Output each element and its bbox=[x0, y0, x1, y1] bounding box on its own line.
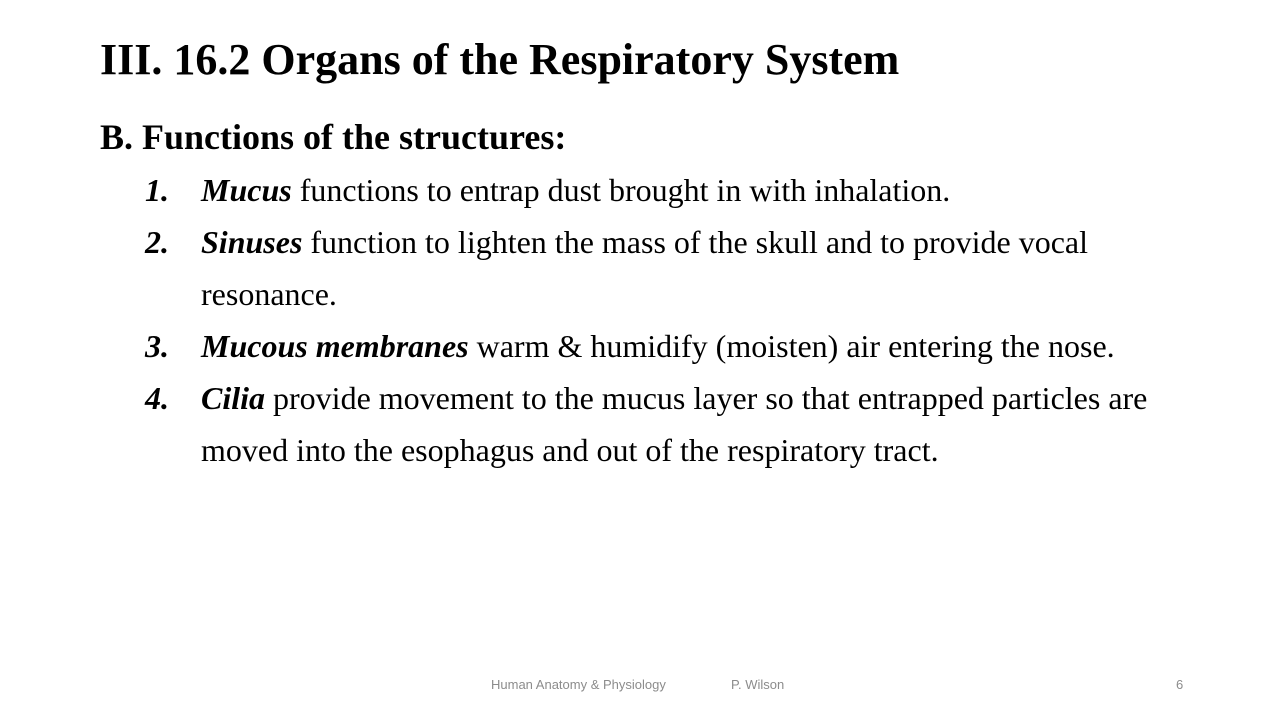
functions-list bbox=[145, 164, 1225, 476]
footer-author: P. Wilson bbox=[731, 677, 785, 692]
item-number: 4. bbox=[145, 380, 169, 416]
list-item bbox=[145, 164, 1225, 216]
item-text bbox=[201, 216, 1225, 320]
item-number: 1. bbox=[145, 172, 169, 208]
slide-title: III. 16.2 Organs of the Respiratory System bbox=[100, 35, 900, 84]
item-text bbox=[201, 320, 1225, 372]
section-heading: B. Functions of the structures: bbox=[100, 117, 567, 157]
list-item bbox=[145, 320, 1225, 372]
item-text bbox=[201, 372, 1225, 476]
item-description: function to lighten the mass of the skull and to provide vocal resonance. bbox=[201, 224, 1089, 312]
item-description: warm & humidify (moisten) air entering the nose. bbox=[468, 328, 1115, 364]
item-term: Cilia bbox=[201, 380, 266, 416]
item-text bbox=[201, 164, 1225, 216]
item-term: Mucous membranes bbox=[201, 328, 469, 364]
list-item bbox=[145, 372, 1225, 476]
list-item bbox=[145, 216, 1225, 320]
item-number: 3. bbox=[145, 328, 169, 364]
item-description: functions to entrap dust brought in with inhalation. bbox=[291, 172, 951, 208]
item-number: 2. bbox=[145, 224, 169, 260]
item-term: Mucus bbox=[201, 172, 292, 208]
footer-course: Human Anatomy & Physiology bbox=[491, 677, 666, 692]
item-term: Sinuses bbox=[201, 224, 303, 260]
slide-number: 6 bbox=[1176, 677, 1184, 692]
item-description: provide movement to the mucus layer so that entrapped particles are moved into the esophagus and out of the respiratory tract. bbox=[201, 380, 1148, 468]
